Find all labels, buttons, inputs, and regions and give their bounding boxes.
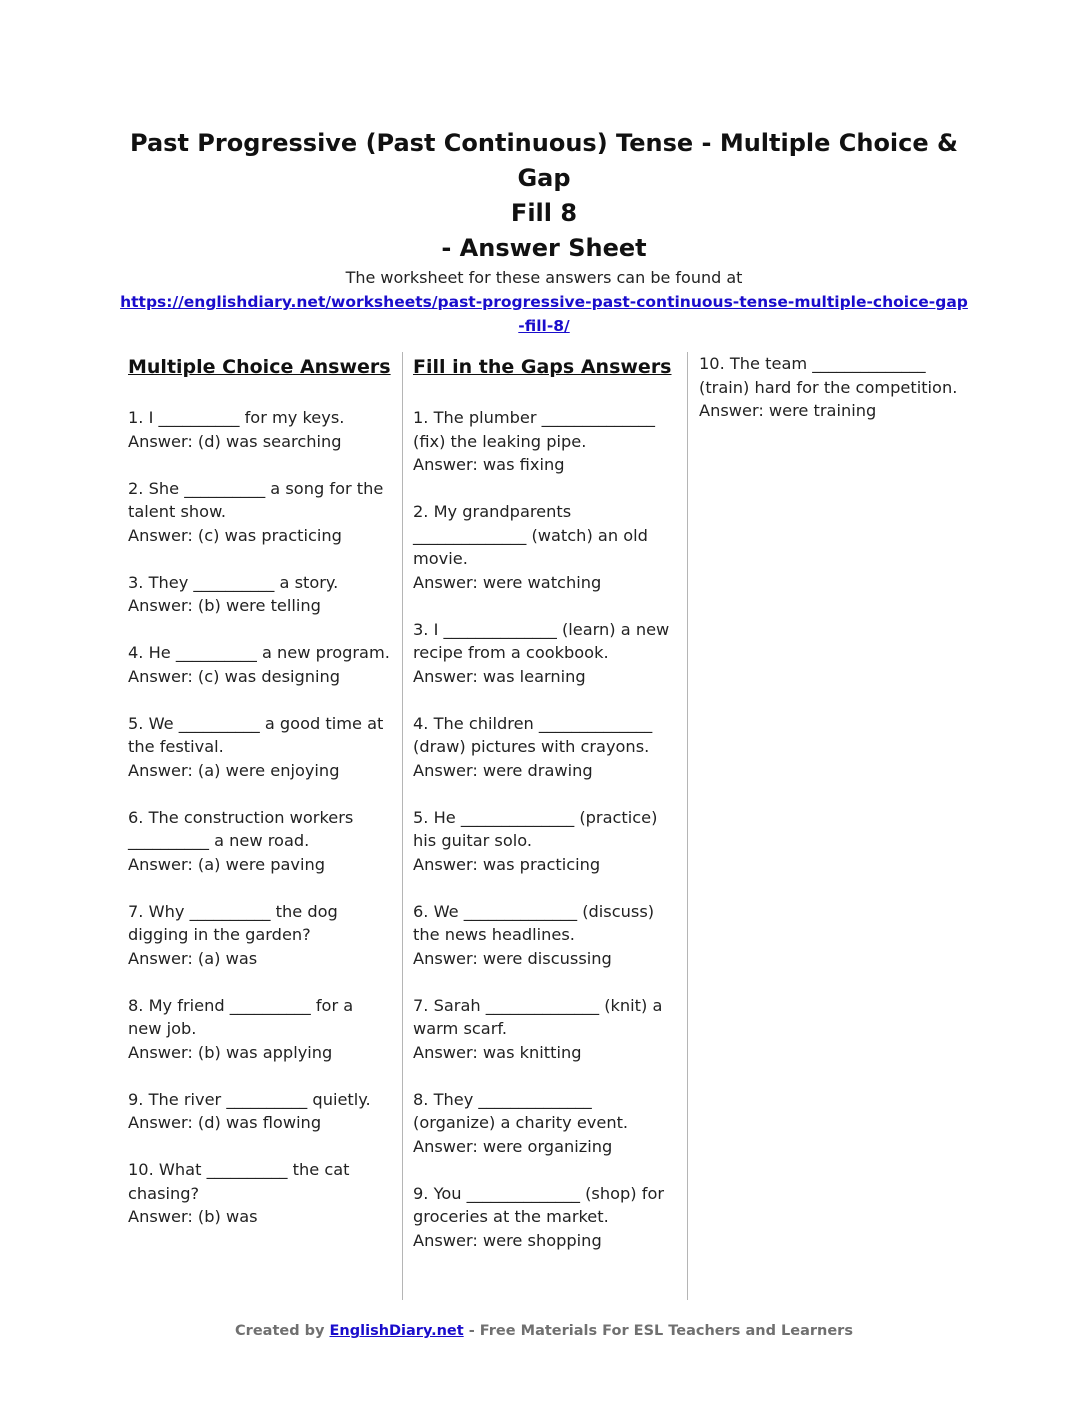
gap-question: 9. You ______________ (shop) for groceries at the market. xyxy=(413,1183,664,1226)
title-line-3: - Answer Sheet xyxy=(441,234,647,262)
gap-question: 6. We ______________ (discuss) the news headlines. xyxy=(413,901,655,944)
gap-answer: Answer: were discussing xyxy=(413,948,612,968)
title-line-1: Past Progressive (Past Continuous) Tense - Multiple Choice & Gap xyxy=(130,129,958,192)
mc-answer: Answer: (a) were enjoying xyxy=(128,760,340,780)
footer-prefix: Created by xyxy=(235,1323,330,1339)
gap-answer: Answer: were shopping xyxy=(413,1230,602,1250)
mc-item xyxy=(128,994,390,1065)
gap-item xyxy=(413,618,675,689)
mc-question: 2. She __________ a song for the talent show. xyxy=(128,478,384,521)
gap-answer: Answer: was practicing xyxy=(413,854,601,874)
mc-question: 3. They __________ a story. xyxy=(128,572,339,592)
gap-answer: Answer: were drawing xyxy=(413,760,593,780)
gap-item xyxy=(413,900,675,971)
source-url-line-2: -fill-8/ xyxy=(518,317,570,335)
gap-answer: Answer: were training xyxy=(699,401,877,420)
mc-item xyxy=(128,1158,390,1229)
gap-question: 1. The plumber ______________ (fix) the leaking pipe. xyxy=(413,408,655,451)
gap-item xyxy=(413,406,675,477)
multiple-choice-column xyxy=(128,352,390,1252)
column-divider xyxy=(402,352,403,1300)
mc-item xyxy=(128,1088,390,1135)
gap-question: 8. They ______________ (organize) a charity event. xyxy=(413,1089,629,1132)
gap-question: 2. My grandparents ______________ (watch) an old movie. xyxy=(413,502,648,568)
gap-item xyxy=(413,1182,675,1253)
mc-question: 9. The river __________ quietly. xyxy=(128,1089,371,1109)
title-line-2: Fill 8 xyxy=(510,199,578,227)
fill-gaps-continued-column xyxy=(699,352,971,446)
mc-item xyxy=(128,712,390,783)
mc-item xyxy=(128,406,390,453)
gap-answer: Answer: was knitting xyxy=(413,1042,582,1062)
source-url-line-1: https://englishdiary.net/worksheets/past-progressive-past-continuous-tense-multiple-choice-gap xyxy=(120,293,968,311)
mc-answer: Answer: (c) was practicing xyxy=(128,525,342,545)
mc-question: 7. Why __________ the dog digging in the garden? xyxy=(128,901,338,944)
gap-item xyxy=(413,994,675,1065)
gap-question: 5. He ______________ (practice) his guitar solo. xyxy=(413,807,658,850)
gap-answer: Answer: was fixing xyxy=(413,455,565,474)
gap-question: 7. Sarah ______________ (knit) a warm scarf. xyxy=(413,995,663,1038)
gap-item xyxy=(413,1088,675,1159)
column-divider xyxy=(687,352,688,1300)
mc-question: 8. My friend __________ for a new job. xyxy=(128,995,354,1038)
gap-item xyxy=(413,712,675,783)
mc-answer: Answer: (c) was designing xyxy=(128,666,341,686)
page-header xyxy=(120,126,968,338)
gap-item xyxy=(413,500,675,594)
gap-answer: Answer: was learning xyxy=(413,666,586,686)
mc-answer: Answer: (d) was searching xyxy=(128,431,342,451)
mc-question: 1. I __________ for my keys. xyxy=(128,408,345,427)
multiple-choice-heading: Multiple Choice Answers xyxy=(128,356,391,378)
fill-gaps-heading: Fill in the Gaps Answers xyxy=(413,356,672,378)
gap-question: 3. I ______________ (learn) a new recipe from a cookbook. xyxy=(413,619,670,662)
mc-item xyxy=(128,571,390,618)
mc-answer: Answer: (b) was applying xyxy=(128,1042,333,1062)
source-link[interactable] xyxy=(120,290,968,338)
mc-answer: Answer: (b) were telling xyxy=(128,596,321,615)
source-note: The worksheet for these answers can be found at xyxy=(345,268,743,287)
gap-answer: Answer: were organizing xyxy=(413,1136,613,1156)
mc-answer: Answer: (a) was xyxy=(128,948,258,968)
gap-item xyxy=(699,352,971,423)
mc-item xyxy=(128,477,390,548)
mc-answer: Answer: (a) were paving xyxy=(128,854,326,874)
mc-item xyxy=(128,900,390,971)
gap-item xyxy=(413,806,675,877)
mc-question: 6. The construction workers __________ a new road. xyxy=(128,807,354,850)
mc-item xyxy=(128,641,390,688)
mc-answer: Answer: (d) was flowing xyxy=(128,1113,322,1132)
footer xyxy=(0,1320,1088,1342)
mc-question: 5. We __________ a good time at the festival. xyxy=(128,713,384,756)
mc-question: 10. What __________ the cat chasing? xyxy=(128,1160,350,1203)
gap-question: 10. The team ______________ (train) hard for the competition. xyxy=(699,354,958,397)
footer-link[interactable]: EnglishDiary.net xyxy=(329,1323,464,1339)
gap-question: 4. The children ______________ (draw) pictures with crayons. xyxy=(413,713,653,756)
footer-suffix: - Free Materials For ESL Teachers and Learners xyxy=(463,1323,853,1339)
mc-question: 4. He __________ a new program. xyxy=(128,643,390,662)
mc-answer: Answer: (b) was xyxy=(128,1207,258,1226)
fill-gaps-column xyxy=(413,352,675,1276)
mc-item xyxy=(128,806,390,877)
page-title xyxy=(120,126,968,266)
gap-answer: Answer: were watching xyxy=(413,572,602,592)
